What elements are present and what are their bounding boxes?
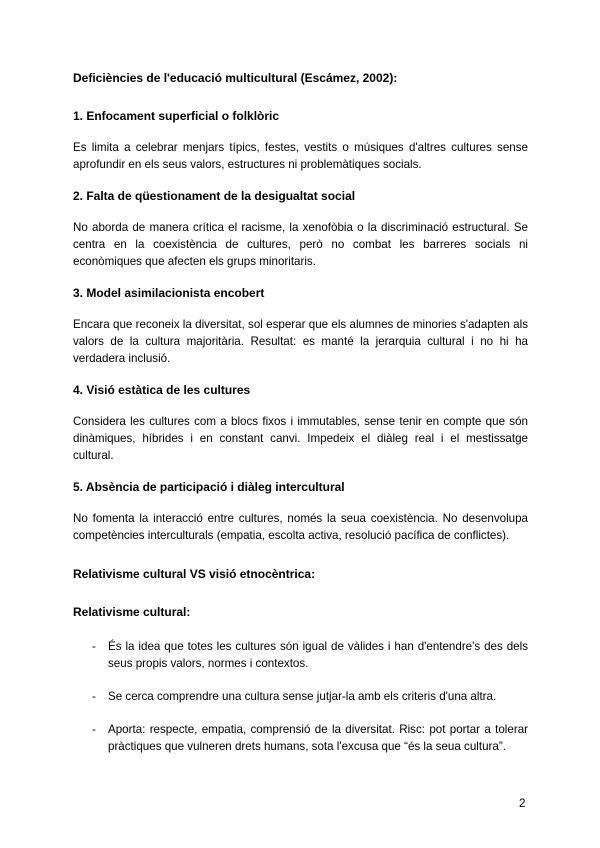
section-heading-5: 5. Absència de participació i diàleg intercultural [73, 480, 345, 494]
bullet-text: És la idea que totes les cultures són igual de vàlides i han d'entendre's des dels seus propis valors, normes i contextos. [108, 640, 528, 670]
bullet-text: Aporta: respecte, empatia, comprensió de la diversitat. Risc: pot portar a tolerar pràctiques que vulneren drets humans, sota l'excusa que “és la seua cultura”. [108, 723, 528, 753]
section-heading-3: 3. Model asimilacionista encobert [73, 286, 265, 300]
page-number: 2 [519, 797, 526, 810]
document-title: Deficiències de l'educació multicultural (Escámez, 2002): [73, 71, 398, 85]
section-body-4: Considera les cultures com a blocs fixos i immutables, sense tenir en compte que són dinàmiques, híbrides i en constant canvi. Impedeix el diàleg real i el mestissatge cultural. [73, 415, 528, 462]
list-item [73, 638, 528, 672]
section-body-1: Es limita a celebrar menjars típics, festes, vestits o músiques d'altres cultures sense aprofundir en els seus valors, estructures ni problemàtiques socials. [73, 141, 528, 171]
subheading-relativisme: Relativisme cultural: [73, 605, 191, 619]
section-heading-2: 2. Falta de qüestionament de la desigualtat social [73, 189, 356, 203]
section-heading-4: 4. Visió estàtica de les cultures [73, 383, 251, 397]
bullet-text: Se cerca comprendre una cultura sense jutjar-la amb els criteris d'una altra. [108, 690, 497, 703]
page-content [73, 70, 528, 771]
bullet-marker: - [92, 640, 96, 653]
bullet-list [73, 638, 528, 755]
section-body-5: No fomenta la interacció entre cultures, només la seua coexistència. No desenvolupa competències interculturals (empatia, escolta activa, resolució pacífica de conflictes). [73, 512, 528, 542]
list-item [73, 721, 528, 755]
bullet-marker: - [92, 723, 96, 736]
section-body-2: No aborda de manera crítica el racisme, la xenofòbia o la discriminació estructural. Se centra en la coexistència de cultures, però no combat les barreres socials ni econòmiques que afecten els grups minoritaris. [73, 221, 528, 268]
section-heading-1: 1. Enfocament superficial o folklòric [73, 109, 280, 123]
section-body-3: Encara que reconeix la diversitat, sol esperar que els alumnes de minories s'adapten als valors de la cultura majoritària. Resultat: es manté la jerarquia cultural i no hi ha verdadera inclusió. [73, 318, 528, 365]
list-item [73, 688, 528, 705]
section2-title: Relativisme cultural VS visió etnocèntrica: [73, 567, 316, 581]
bullet-marker: - [92, 690, 96, 703]
